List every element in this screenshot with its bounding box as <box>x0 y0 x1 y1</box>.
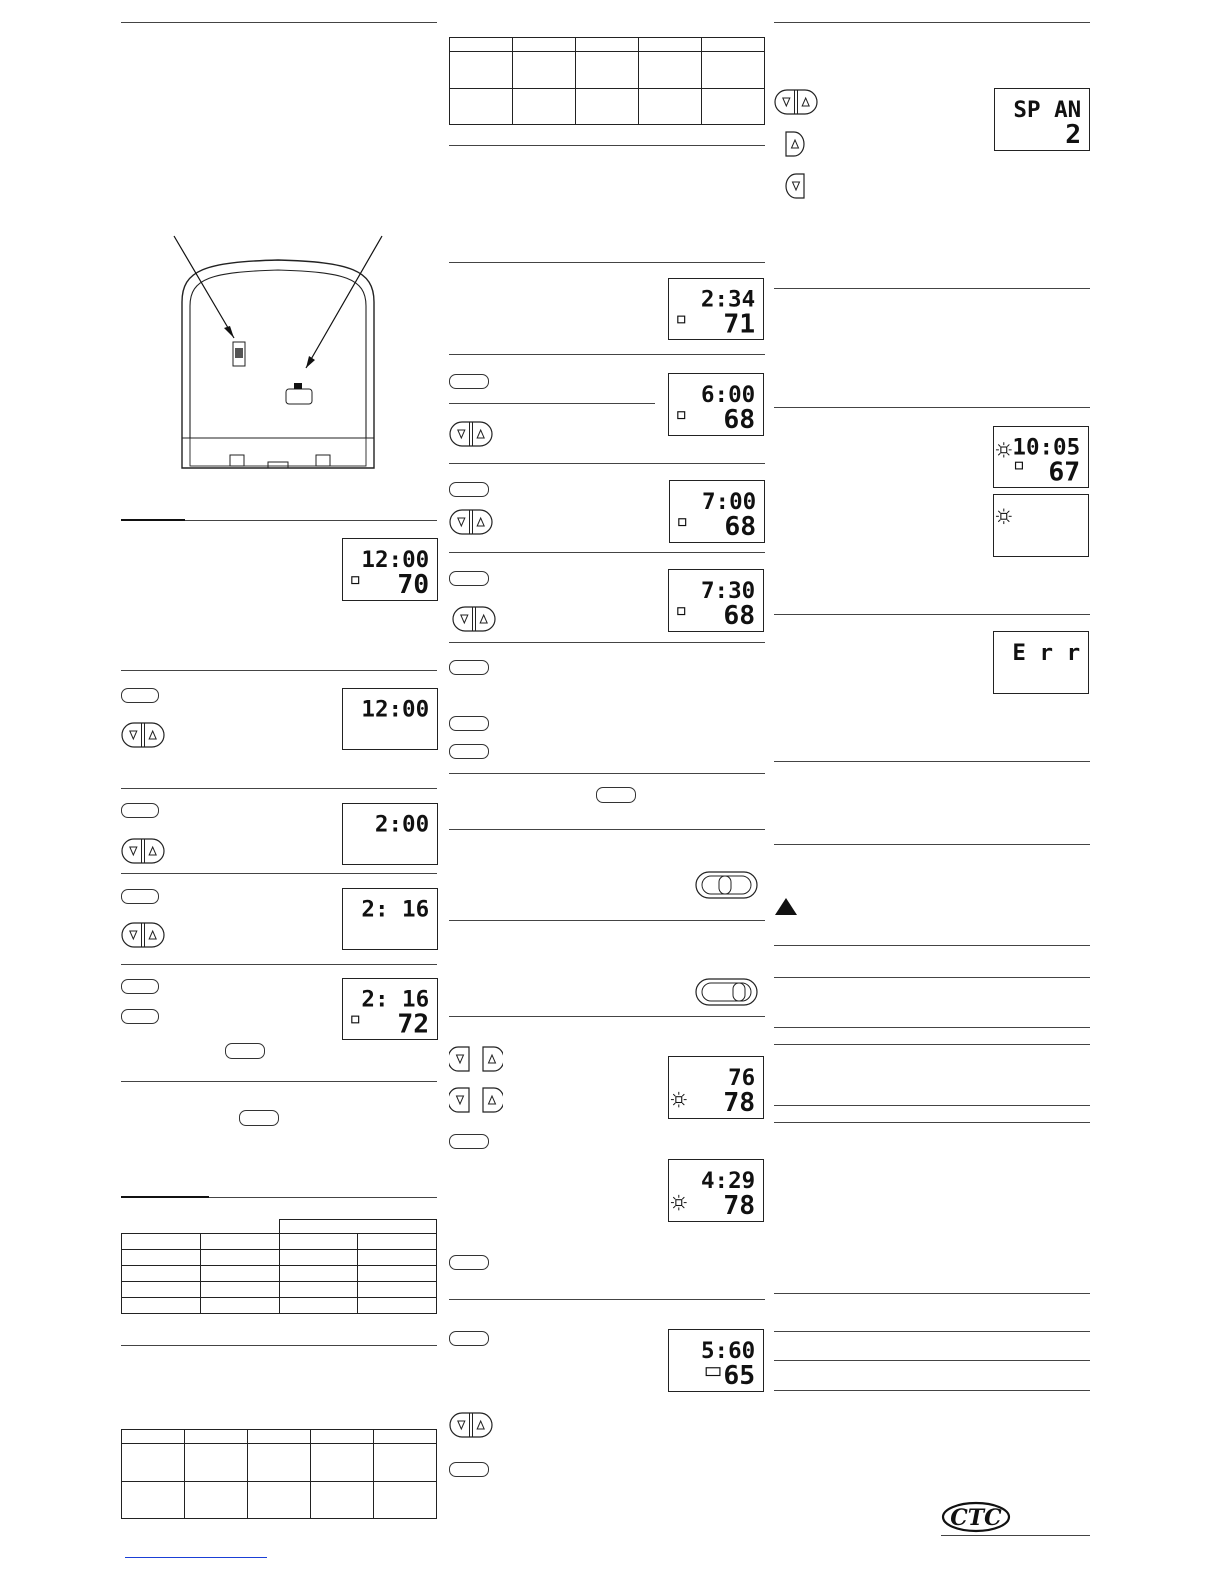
section-rule <box>774 1331 1090 1332</box>
lcd-time-text: 5:60 <box>700 1338 756 1365</box>
program-button[interactable] <box>449 571 489 586</box>
section-rule <box>774 1044 1090 1045</box>
lcd-time-text: 2: 16 <box>361 986 430 1013</box>
section-rule <box>121 788 437 789</box>
section-rule <box>774 1105 1090 1106</box>
run-button[interactable] <box>449 1255 489 1270</box>
mode-button[interactable] <box>449 716 489 731</box>
lcd-display <box>342 803 438 865</box>
section-rule <box>121 964 437 965</box>
section-rule <box>774 977 1090 978</box>
lcd-temp-text: 71 <box>723 309 756 340</box>
section-rule <box>774 1027 1090 1028</box>
mode-button[interactable] <box>121 889 159 904</box>
up-down-rocker-button[interactable] <box>452 606 496 632</box>
lcd-display <box>342 538 438 601</box>
lcd-display <box>342 978 438 1040</box>
lcd-temp-text: 65 <box>723 1361 756 1392</box>
section-rule <box>121 22 437 23</box>
section-rule <box>449 1299 765 1300</box>
lcd-temp-text: 2 <box>1065 120 1082 151</box>
lcd-temp-text: 68 <box>723 405 756 436</box>
footer-link-underline[interactable] <box>125 1557 267 1558</box>
section-rule <box>774 407 1090 408</box>
section-rule <box>449 463 765 464</box>
sun-icon <box>996 509 1012 524</box>
mode-button[interactable] <box>121 688 159 703</box>
section-rule <box>774 614 1090 615</box>
thermostat-backplate-diagram <box>160 232 395 477</box>
lcd-temp-text: 78 <box>723 1088 756 1119</box>
lcd-display <box>668 569 764 632</box>
section-rule <box>121 1081 437 1082</box>
lcd-display <box>668 1329 764 1392</box>
program-table <box>121 1429 437 1519</box>
run-button[interactable] <box>449 1462 489 1477</box>
program-button[interactable] <box>121 1009 159 1024</box>
up-down-rocker-button[interactable] <box>449 1412 493 1438</box>
section-rule <box>774 1360 1090 1361</box>
down-up-split-buttons[interactable] <box>449 1046 503 1072</box>
section-rule <box>449 642 765 643</box>
section-rule <box>121 1345 437 1346</box>
schedule-table <box>121 1219 437 1314</box>
lcd-display <box>669 480 765 543</box>
logo-text: CTC <box>950 1505 1002 1531</box>
lcd-temp-text: 72 <box>397 1009 430 1040</box>
lcd-temp-text: 78 <box>723 1191 756 1222</box>
sun-icon <box>671 1195 687 1210</box>
section-rule <box>449 262 765 263</box>
lcd-time-text: 4:29 <box>700 1168 756 1195</box>
section-rule <box>449 920 765 921</box>
mode-button[interactable] <box>121 979 159 994</box>
mode-indicator-icon <box>352 1016 359 1023</box>
lcd-time-text: 76 <box>728 1065 756 1092</box>
lcd-temp-text: 68 <box>723 601 756 632</box>
up-arrow-button[interactable] <box>784 131 806 157</box>
section-heading-bar <box>121 1196 209 1198</box>
program-button[interactable] <box>449 1331 489 1346</box>
up-down-rocker-button[interactable] <box>121 922 165 948</box>
section-rule <box>449 145 765 146</box>
lcd-time-text: 7:00 <box>701 489 757 516</box>
section-rule <box>774 1293 1090 1294</box>
lcd-display <box>994 88 1090 151</box>
section-heading-bar <box>121 519 185 521</box>
lcd-display <box>668 1056 764 1119</box>
lcd-display <box>993 631 1089 694</box>
lcd-time-text: 10:05 <box>1012 434 1081 461</box>
section-rule <box>449 1016 765 1017</box>
run-button[interactable] <box>239 1110 279 1126</box>
program-button[interactable] <box>449 482 489 497</box>
section-rule <box>774 1122 1090 1123</box>
sun-icon <box>996 442 1012 457</box>
section-rule <box>774 22 1090 23</box>
lcd-temp-text: 70 <box>397 570 430 601</box>
lcd-time-text: 12:00 <box>361 547 430 574</box>
lcd-display <box>993 494 1089 557</box>
lcd-display <box>342 888 438 950</box>
lcd-time-text: E r r <box>1012 640 1081 667</box>
down-arrow-button[interactable] <box>784 173 806 199</box>
program-table <box>449 37 765 125</box>
program-button[interactable] <box>449 660 489 675</box>
mode-indicator-icon <box>678 316 685 323</box>
warning-triangle-icon <box>774 897 798 916</box>
lcd-time-text: SP AN <box>1013 97 1082 124</box>
lcd-temp-text: 68 <box>724 512 757 543</box>
switch-slider-icon[interactable] <box>695 871 758 899</box>
down-up-split-buttons[interactable] <box>449 1087 503 1113</box>
up-down-rocker-button[interactable] <box>449 421 493 447</box>
section-rule <box>774 1390 1090 1391</box>
program-button[interactable] <box>449 1134 489 1149</box>
mode-indicator-icon <box>706 1368 720 1376</box>
lcd-time-text: 2:00 <box>374 811 430 838</box>
run-button[interactable] <box>596 787 636 803</box>
section-rule <box>774 761 1090 762</box>
mode-indicator-icon <box>678 412 685 419</box>
lcd-time-text: 2:34 <box>700 286 756 313</box>
up-down-rocker-button[interactable] <box>774 89 818 115</box>
lcd-time-text: 6:00 <box>700 382 756 409</box>
lcd-display <box>342 688 438 750</box>
section-rule <box>121 873 437 874</box>
lcd-display <box>668 373 764 436</box>
section-rule <box>941 1535 1090 1536</box>
section-rule <box>449 773 765 774</box>
mode-indicator-icon <box>679 519 686 526</box>
lcd-time-text: 7:30 <box>700 578 756 605</box>
lcd-temp-text: 67 <box>1048 457 1081 488</box>
lcd-display <box>668 1159 764 1222</box>
run-button[interactable] <box>449 744 489 759</box>
section-rule <box>449 829 765 830</box>
mode-indicator-icon <box>1016 462 1023 469</box>
program-button[interactable] <box>449 374 489 389</box>
sun-icon <box>671 1092 687 1107</box>
lcd-time-text: 12:00 <box>361 696 430 723</box>
run-button[interactable] <box>225 1043 265 1059</box>
mode-indicator-icon <box>678 608 685 615</box>
section-rule <box>121 670 437 671</box>
up-down-rocker-button[interactable] <box>121 838 165 864</box>
mode-button[interactable] <box>121 803 159 818</box>
section-rule <box>449 403 655 404</box>
section-rule <box>449 552 765 553</box>
section-rule <box>774 945 1090 946</box>
ctc-brand-logo <box>941 1501 1011 1533</box>
switch-slider-icon[interactable] <box>695 978 758 1006</box>
up-down-rocker-button[interactable] <box>121 722 165 748</box>
section-rule <box>449 354 765 355</box>
section-rule <box>774 844 1090 845</box>
section-rule <box>774 288 1090 289</box>
up-down-rocker-button[interactable] <box>449 509 493 535</box>
mode-indicator-icon <box>352 577 359 584</box>
lcd-display <box>668 278 764 340</box>
lcd-time-text: 2: 16 <box>361 896 430 923</box>
lcd-display <box>993 426 1089 488</box>
